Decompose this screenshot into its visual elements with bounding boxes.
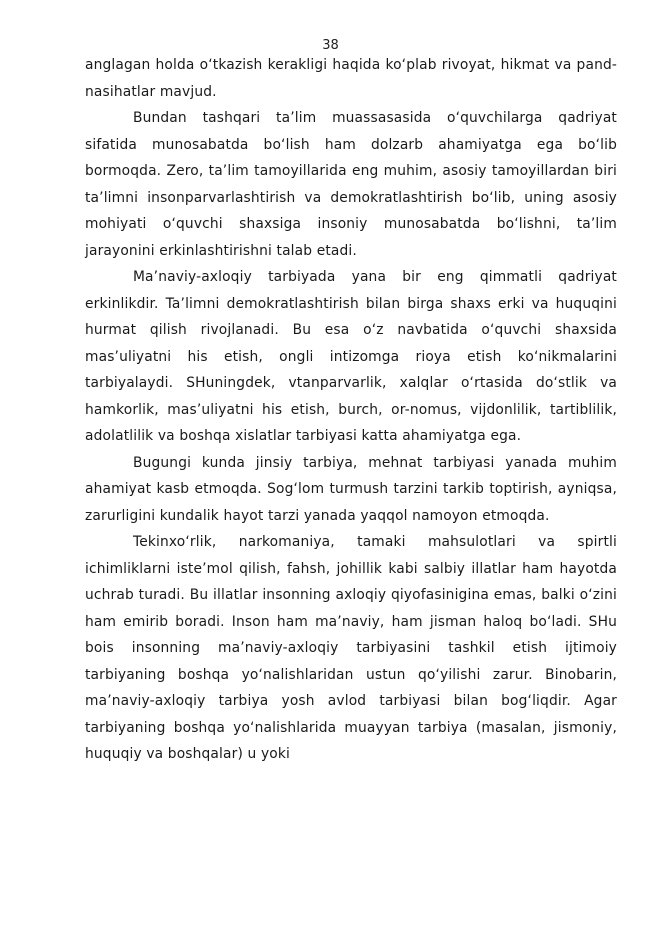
page-body xyxy=(85,52,617,768)
paragraph: Ma’naviy-axloqiy tarbiyada yana bir eng qimmatli qadriyat erkinlikdir. Ta’limni demokratlashtirish bilan birga shaxs erki va huquqini hurmat qilish rivojlanadi. Bu esa o‘z navbatida o‘quvchi shaxsida mas’uliyatni his etish, ongli intizomga rioya etish ko‘nikmalarini tarbiyalaydi. SHuningdek, vtanparvarlik, xalqlar o‘rtasida do‘stlik va hamkorlik, mas’uliyatni his etish, burch, or-nomus, vijdonlilik, tartiblilik, adolatlilik va boshqa xislatlar tarbiyasi katta ahamiyatga ega. xyxy=(85,269,617,444)
paragraph-continuation: anglagan holda o‘tkazish kerakligi haqida ko‘plab rivoyat, hikmat va pand-nasihatlar mavjud. xyxy=(85,57,617,100)
paragraph: Tekinxo‘rlik, narkomaniya, tamaki mahsulotlari va spirtli ichimliklarni iste’mol qilish, fahsh, johillik kabi salbiy illatlar ham hayotda uchrab turadi. Bu illatlar insonning axloqiy qiyofasinigina emas, balki o‘zini ham emirib boradi. Inson ham ma’naviy, ham jisman haloq bo‘ladi. SHu bois insonning ma’naviy-axloqiy tarbiyasini tashkil etish ijtimoiy tarbiyaning boshqa yo‘nalishlaridan ustun qo‘yilishi zarur. Binobarin, ma’naviy-axloqiy tarbiya yosh avlod tarbiyasi bilan bog‘liqdir. Agar tarbiyaning boshqa yo‘nalishlarida muayyan tarbiya (masalan, jismoniy, huquqiy va boshqalar) u yoki xyxy=(85,534,617,762)
page-number: 38 xyxy=(322,38,339,53)
paragraph: Bundan tashqari ta’lim muassasasida o‘quvchilarga qadriyat sifatida munosabatda bo‘lish ham dolzarb ahamiyatga ega bo‘lib bormoqda. Zero, ta’lim tamoyillarida eng muhim, asosiy tamoyillardan biri ta’limni insonparvarlashtirish va demokratlashtirish bo‘lib, uning asosiy mohiyati o‘quvchi shaxsiga insoniy munosabatda bo‘lishni, ta’lim jarayonini erkinlashtirishni talab etadi. xyxy=(85,110,617,259)
paragraph: Bugungi kunda jinsiy tarbiya, mehnat tarbiyasi yanada muhim ahamiyat kasb etmoqda. Sog‘lom turmush tarzini tarkib toptirish, ayniqsa, zarurligini kundalik hayot tarzi yanada yaqqol namoyon etmoqda. xyxy=(85,454,617,524)
